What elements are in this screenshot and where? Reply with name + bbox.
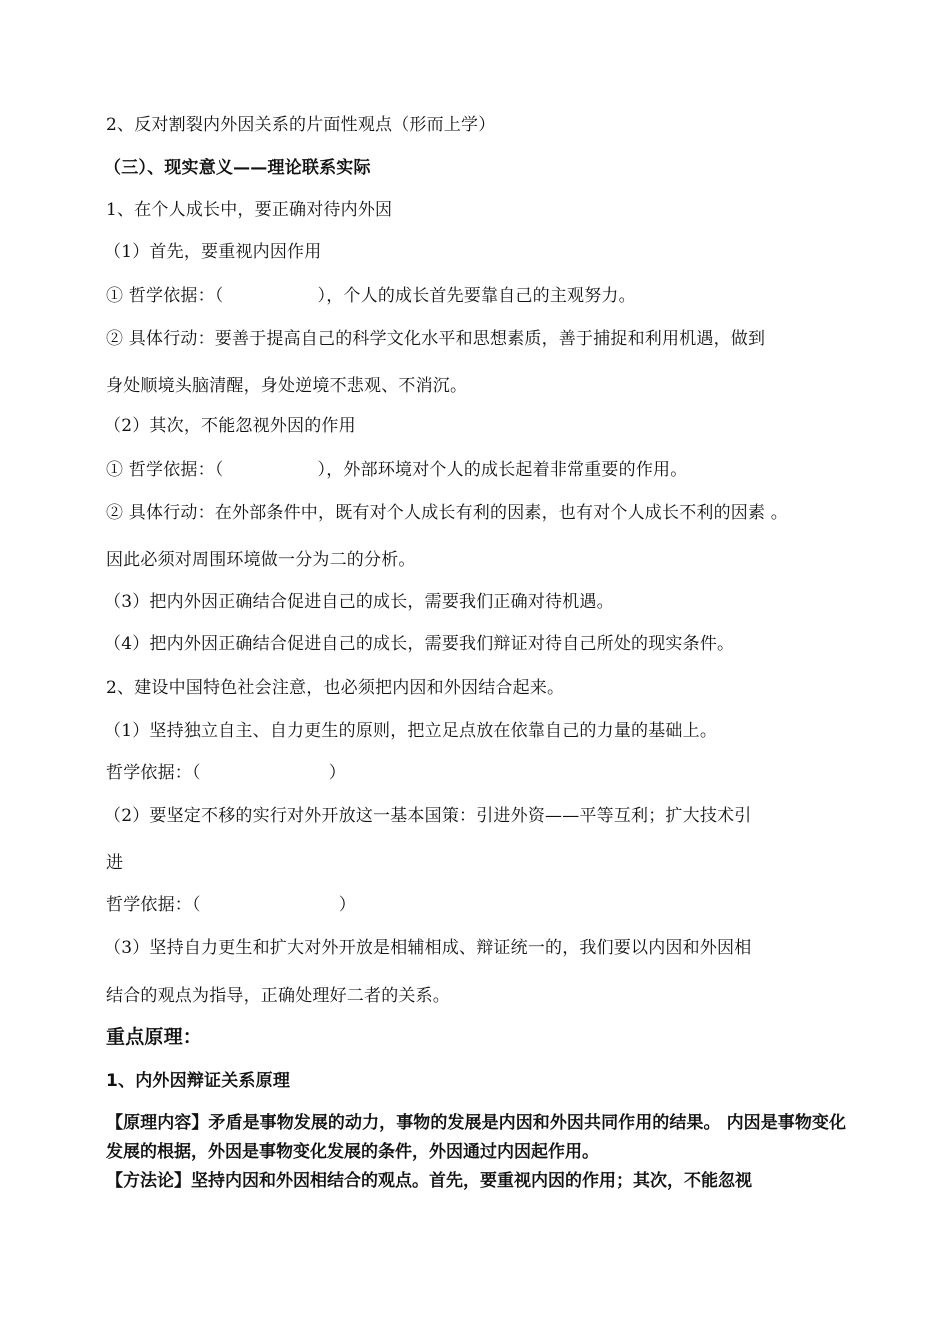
text-segment: ）: [328, 763, 346, 783]
text-segment: ），个人的成长首先要靠自己的主观努力。: [317, 286, 636, 306]
text-line: （3）把内外因正确结合促进自己的成长，需要我们正确对待机遇。: [104, 592, 614, 612]
key-principles-heading: 重点原理：: [106, 1026, 203, 1048]
fill-in-line: [106, 893, 356, 917]
principle-title: 1、内外因辩证关系原理: [106, 1071, 291, 1091]
text-line: 因此必须对周围环境做一分为二的分析。: [106, 550, 416, 570]
text-segment: ），外部环境对个人的成长起着非常重要的作用。: [317, 460, 688, 480]
text-line: ② 具体行动：要善于提高自己的科学文化水平和思想素质，善于捕捉和利用机遇，做到: [106, 329, 766, 349]
text-segment: ① 哲学依据：（: [106, 286, 224, 306]
text-line: （2）其次，不能忽视外因的作用: [104, 416, 356, 436]
text-line: 身处顺境头脑清醒，身处逆境不悲观、不消沉。: [106, 376, 468, 396]
text-line: 进: [106, 853, 124, 873]
text-line: 结合的观点为指导，正确处理好二者的关系。: [106, 986, 450, 1006]
fill-in-line: [106, 761, 346, 785]
text-line: 1、在个人成长中，要正确对待内外因: [106, 200, 393, 220]
principle-content-paragraph: 【原理内容】矛盾是事物发展的动力，事物的发展是内因和外因共同作用的结果。 内因是事物变化发展的根据，外因是事物变化发展的条件，外因通过内因起作用。: [106, 1113, 846, 1162]
section-heading: （三）、现实意义——理论联系实际: [104, 158, 371, 178]
text-segment: ① 哲学依据：（: [106, 460, 224, 480]
text-line: （4）把内外因正确结合促进自己的成长，需要我们辩证对待自己所处的现实条件。: [104, 634, 735, 654]
text-line: （3）坚持自力更生和扩大对外开放是相辅相成、辩证统一的，我们要以内因和外因相: [104, 938, 752, 958]
text-line: 2、建设中国特色社会注意，也必须把内因和外因结合起来。: [106, 678, 565, 698]
text-segment: 哲学依据：（: [106, 763, 201, 783]
text-line: （1）首先，要重视内因作用: [104, 242, 322, 262]
text-line: ② 具体行动：在外部条件中，既有对个人成长有利的因素，也有对个人成长不利的因素 。: [106, 503, 789, 523]
fill-in-line: [106, 458, 687, 482]
text-line: （1）坚持独立自主、自力更生的原则，把立足点放在依靠自己的力量的基础上。: [104, 721, 718, 741]
text-segment: ）: [338, 895, 356, 915]
methodology-paragraph: 【方法论】坚持内因和外因相结合的观点。首先，要重视内因的作用；其次，不能忽视: [106, 1171, 752, 1191]
text-line: （2）要坚定不移的实行对外开放这一基本国策：引进外资——平等互利；扩大技术引: [104, 806, 752, 826]
fill-in-line: [106, 284, 636, 308]
text-line: 2、反对割裂内外因关系的片面性观点（形而上学）: [106, 115, 496, 135]
text-segment: 哲学依据：（: [106, 895, 201, 915]
